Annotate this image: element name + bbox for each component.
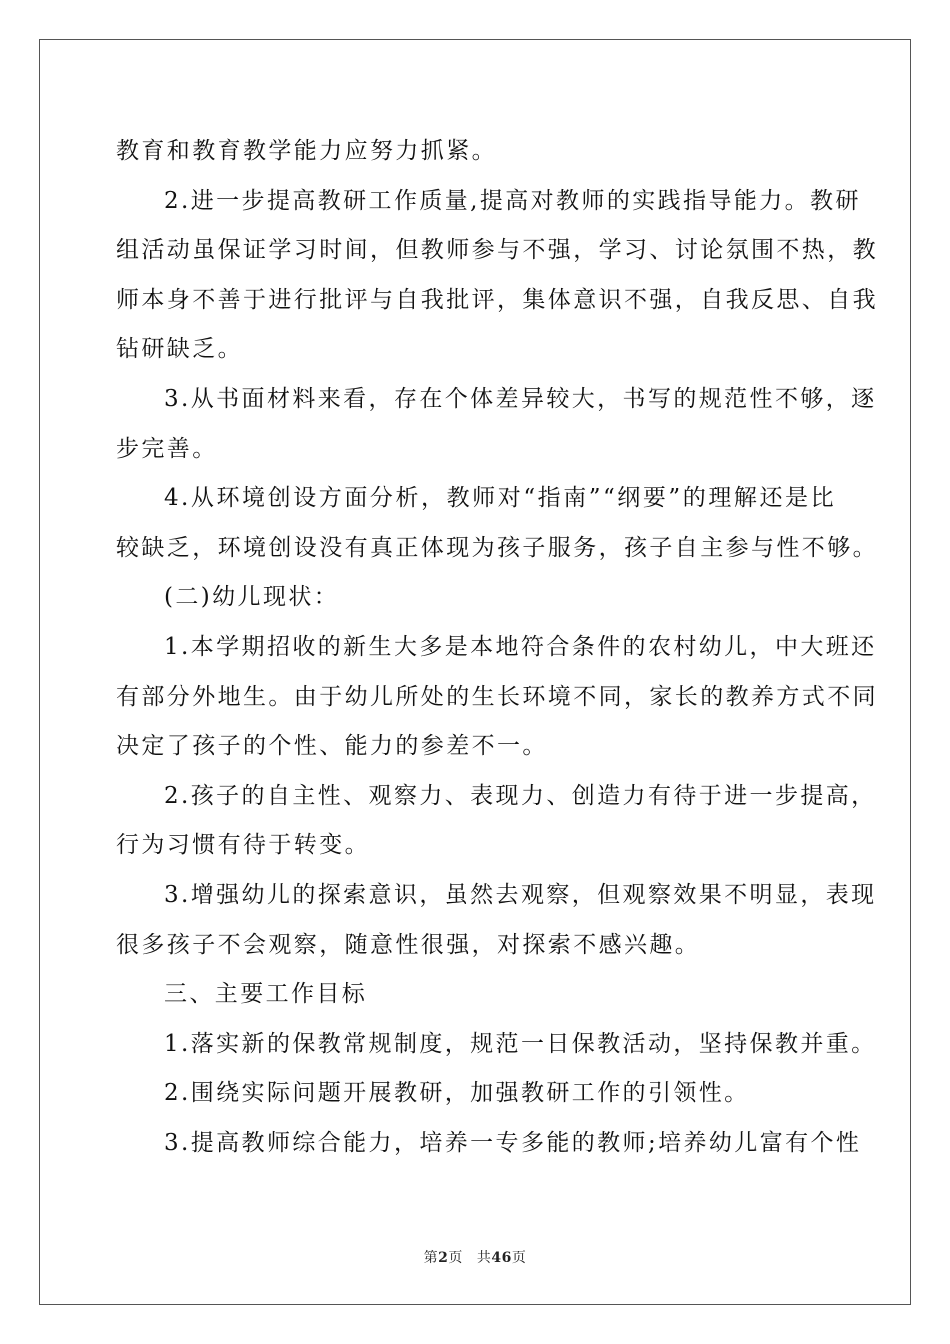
total-prefix: 共 [476, 1250, 492, 1266]
section-heading: (二)幼儿现状： [164, 584, 340, 611]
text-line: 2.孩子的自主性、观察力、表现力、创造力有待于进一步提高， [164, 782, 877, 809]
text-line: 2.进一步提高教研工作质量,提高对教师的实践指导能力。教研 [164, 187, 861, 214]
text-line: 较缺乏，环境创设没有真正体现为孩子服务，孩子自主参与性不够。 [116, 534, 878, 561]
page-footer [0, 1247, 950, 1267]
text-line: 钻研缺乏。 [116, 336, 243, 363]
text-line: 3.增强幼儿的探索意识，虽然去观察，但观察效果不明显，表现 [164, 881, 877, 908]
text-line: 教育和教育教学能力应努力抓紧。 [116, 138, 497, 164]
text-line: 有部分外地生。由于幼儿所处的生长环境不同，家长的教养方式不同 [116, 683, 878, 710]
text-line: 3.提高教师综合能力，培养一专多能的教师;培养幼儿富有个性 [164, 1129, 862, 1156]
page-prefix: 第 [423, 1250, 439, 1266]
text-line: 2.围绕实际问题开展教研，加强教研工作的引领性。 [164, 1080, 750, 1107]
section-heading: 三、主要工作目标 [164, 981, 368, 1008]
text-line: 组活动虽保证学习时间，但教师参与不强，学习、讨论氛围不热，教 [116, 237, 878, 264]
text-line: 师本身不善于进行批评与自我批评，集体意识不强，自我反思、自我 [116, 286, 878, 313]
text-line: 很多孩子不会观察，随意性很强，对探索不感兴趣。 [116, 931, 701, 958]
text-line: 4.从环境创设方面分析，教师对“指南”“纲要”的理解还是比 [164, 485, 836, 512]
text-line: 行为习惯有待于转变。 [116, 832, 370, 859]
text-line: 1.本学期招收的新生大多是本地符合条件的农村幼儿，中大班还 [164, 633, 877, 660]
page-suffix: 页 [448, 1250, 463, 1266]
total-suffix: 页 [511, 1250, 527, 1266]
total-pages: 46 [491, 1250, 512, 1266]
text-line: 1.落实新的保教常规制度，规范一日保教活动，坚持保教并重。 [164, 1030, 877, 1057]
page-number: 2 [438, 1250, 449, 1266]
text-line: 决定了孩子的个性、能力的参差不一。 [116, 733, 548, 760]
document-body [116, 127, 878, 1168]
text-line: 3.从书面材料来看，存在个体差异较大，书写的规范性不够，逐 [164, 385, 877, 412]
text-line: 步完善。 [116, 435, 218, 462]
